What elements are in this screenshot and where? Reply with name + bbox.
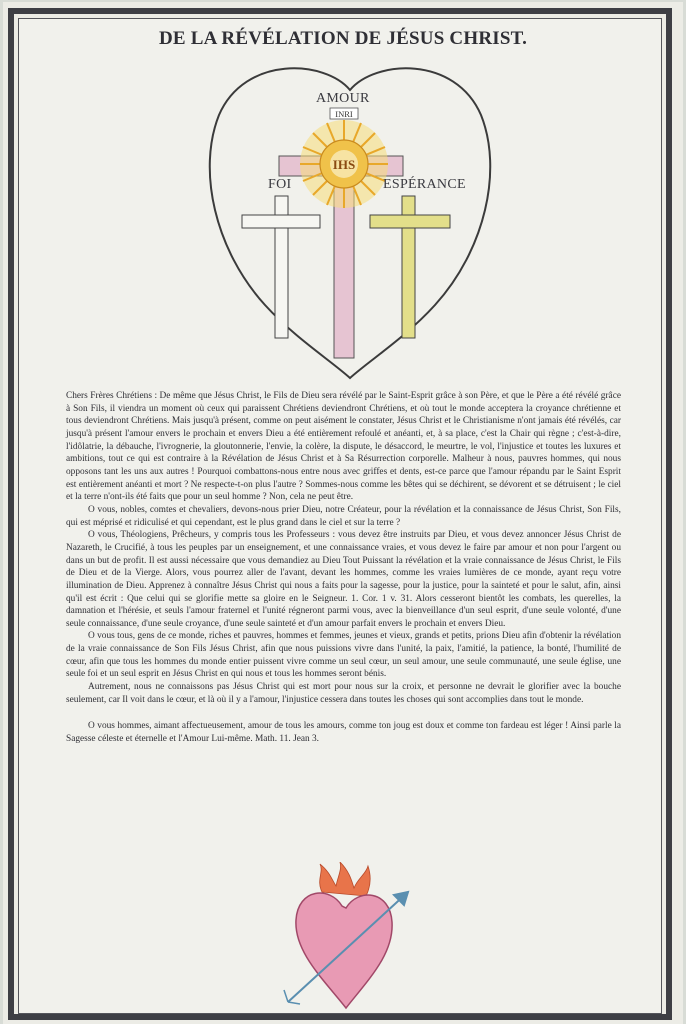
paragraph-4: O vous tous, gens de ce monde, riches et pauvres, hommes et femmes, jeunes et vieux, grands et petits, prions Dieu afin d'obtenir la révélation de la vraie connaissance de Son Fils Jésus Christ, afin que nous puissions vivre dans l'unité, la paix, l'amitié, la patience, la bonté, l'humilité de cœur, afin que tous les hommes du monde entier puissent vivre comme un seul cœur, un seul amour, une seule communauté, une seule église, une seule foi et un seul esprit en Jésus Christ en qui nous et tous les hommes seront bénis. [66, 631, 621, 680]
label-foi: FOI [268, 177, 292, 192]
three-crosses-heart-emblem [205, 60, 495, 380]
paragraph-3: O vous, Théologiens, Prêcheurs, y compris tous les Professeurs : vous devez être instruits par Dieu, et vous devez annoncer Jésus Christ de Nazareth, le Crucifié, à tous les peuples par un enseignement, et une connaissance vraies, et vous devez le faire par amour et non pour l'argent ou dans un but de profit. Il est aussi nécessaire que vous demandiez au Dieu Tout Puissant la révélation et la vraie connaissance de Jésus Christ, le Fils de Dieu et de la Vierge. Alors, vous pourrez aller de l'avant, devant les hommes, comme les vraies lumières de ce monde, ayant reçu votre illumination de Dieu. Apprenez à connaître Jésus Christ qui nous a faits pour la sagesse, pour la justice, pour la sainteté et pour le salut, afin, ainsi qu'il est écrit : Que celui qui se glorifie mette sa gloire en le Seigneur. 1. Cor. 1 v. 31. Alors cesseront bientôt les combats, les querelles, la damnation et l'hérésie, et seuls l'amour fraternel et l'unité régneront parmi vous, avec la bienveillance d'un seul esprit, d'une seule volonté, d'une seule connaissance, d'une seule croyance, d'une seule sainteté et d'un amour parfait envers le prochain et envers Dieu. [66, 530, 621, 629]
inri-plaque: INRI [335, 109, 353, 119]
paragraph-5: Autrement, nous ne connaissons pas Jésus Christ qui est mort pour nous sur la croix, et personne ne devrait le glorifier avec la bouche seulement, car Il voit dans le cœur, et là où il y a l'amour, l'injustice cessera dans toutes les choses qui sont accomplies dans tout le monde. [66, 682, 621, 705]
left-cross-icon [242, 196, 320, 338]
right-cross-icon [370, 196, 450, 338]
document-title: DE LA RÉVÉLATION DE JÉSUS CHRIST. [158, 28, 528, 49]
closing-paragraph: O vous hommes, aimant affectueusement, amour de tous les amours, comme ton joug est doux et comme ton fardeau est léger ! Ainsi parle la Sagesse céleste et éternelle et l'Amour Lui-même. Math. 11. Jean 3. [66, 721, 621, 745]
flame-icon [320, 862, 371, 896]
body-text [66, 390, 621, 746]
label-esperance: ESPÉRANCE [383, 177, 466, 192]
ihs-monogram: IHS [332, 157, 356, 172]
paragraph-2: O vous, nobles, comtes et chevaliers, devons-nous prier Dieu, notre Créateur, pour la révélation et la connaissance de Jésus Christ, Son Fils, qui est méprisé et ridiculisé et qui cependant, est le plus grand dans le ciel et sur la terre ? [66, 504, 621, 528]
label-amour: AMOUR [316, 91, 370, 106]
flaming-heart-icon [280, 862, 420, 1012]
paragraph-1: Chers Frères Chrétiens : De même que Jésus Christ, le Fils de Dieu sera révélé par le Saint-Esprit grâce à son Père, et que le Père a été révélé grâce à Son Fils, il viendra un moment où ceux qui paraissent Chrétiens deviendront Chrétiens, et où tout le monde acceptera la croyance chrétienne et tous deviendront Chrétiens. Mais jusqu'à présent, comme on peut aisément le constater, Jésus Christ et le Christianisme n'ont jamais été révélés, car jusqu'à présent l'amour envers le prochain et envers Dieu a été entièrement refoulé et anéanti, et, à sa place, c'est la Chair qui règne ; c'est-à-dire, l'idôlatrie, la débauche, l'ivrognerie, la gloutonnerie, l'envie, la colère, la dispute, le désaccord, le meurtre, le vol, l'injustice et toutes les luxures et ambitions, tout ce qui est contraire à la Révélation de Jésus Christ et à Sa Résurrection corporelle. Malheur à nous, pauvres hommes, qui nous opposons tant les uns aux autres ! Pourquoi combattons-nous entre nous avec griffes et dents, est-ce parce que l'amour répandu par le Saint Esprit est entièrement anéanti et mort ? Ne respecte-t-on plus l'autre ? Sommes-nous comme les bêtes qui se déchirent, se dévorent et se détruisent ; le ciel et la terre n'ont-ils été faits que pour un seul homme ? Non, cela ne peut être. [66, 391, 621, 503]
